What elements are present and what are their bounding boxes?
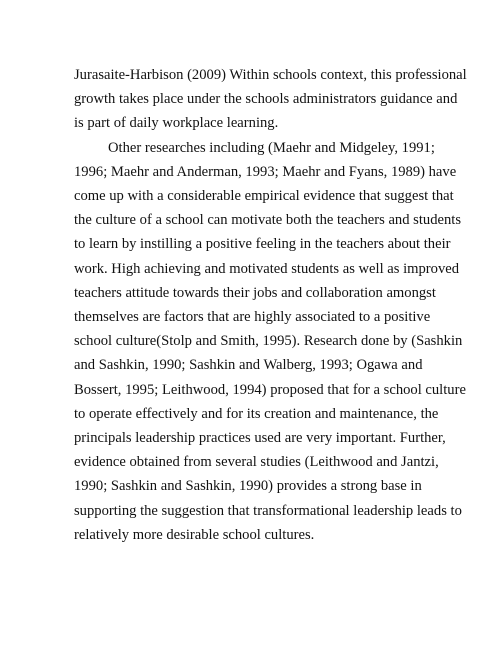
body-text [74,63,467,547]
text-line: and Sashkin, 1990; Sashkin and Walberg, 1993; Ogawa and [74,357,423,374]
text-line: growth takes place under the schools administrators guidance and [74,91,458,108]
text-line: 1996; Maehr and Anderman, 1993; Maehr and Fyans, 1989) have [74,163,457,180]
text-line: supporting the suggestion that transformational leadership leads to [74,502,462,519]
text-line: work. High achieving and motivated students as well as improved [74,260,460,277]
text-line: is part of daily workplace learning. [74,115,279,132]
text-line: teachers attitude towards their jobs and collaboration amongst [74,284,436,301]
text-line: 1990; Sashkin and Sashkin, 1990) provides a strong base in [74,478,422,495]
text-line: principals leadership practices used are very important. Further, [74,430,446,447]
text-line: to operate effectively and for its creation and maintenance, the [74,405,439,422]
text-line: come up with a considerable empirical evidence that suggest that [74,188,454,205]
text-line: school culture(Stolp and Smith, 1995). Research done by (Sashkin [74,333,463,350]
text-line: to learn by instilling a positive feeling in the teachers about their [74,236,451,253]
text-line: themselves are factors that are highly associated to a positive [74,309,431,326]
text-line: the culture of a school can motivate both the teachers and students [74,212,462,229]
text-line: Bossert, 1995; Leithwood, 1994) proposed that for a school culture [74,381,466,398]
text-line: Other researches including (Maehr and Midgeley, 1991; [108,139,435,156]
paragraph-1 [74,63,467,136]
text-line: evidence obtained from several studies (Leithwood and Jantzi, [74,454,439,471]
text-line: Jurasaite-Harbison (2009) Within schools context, this professional [74,67,467,83]
text-line: relatively more desirable school cultures. [74,526,315,543]
paragraph-2 [74,136,464,547]
